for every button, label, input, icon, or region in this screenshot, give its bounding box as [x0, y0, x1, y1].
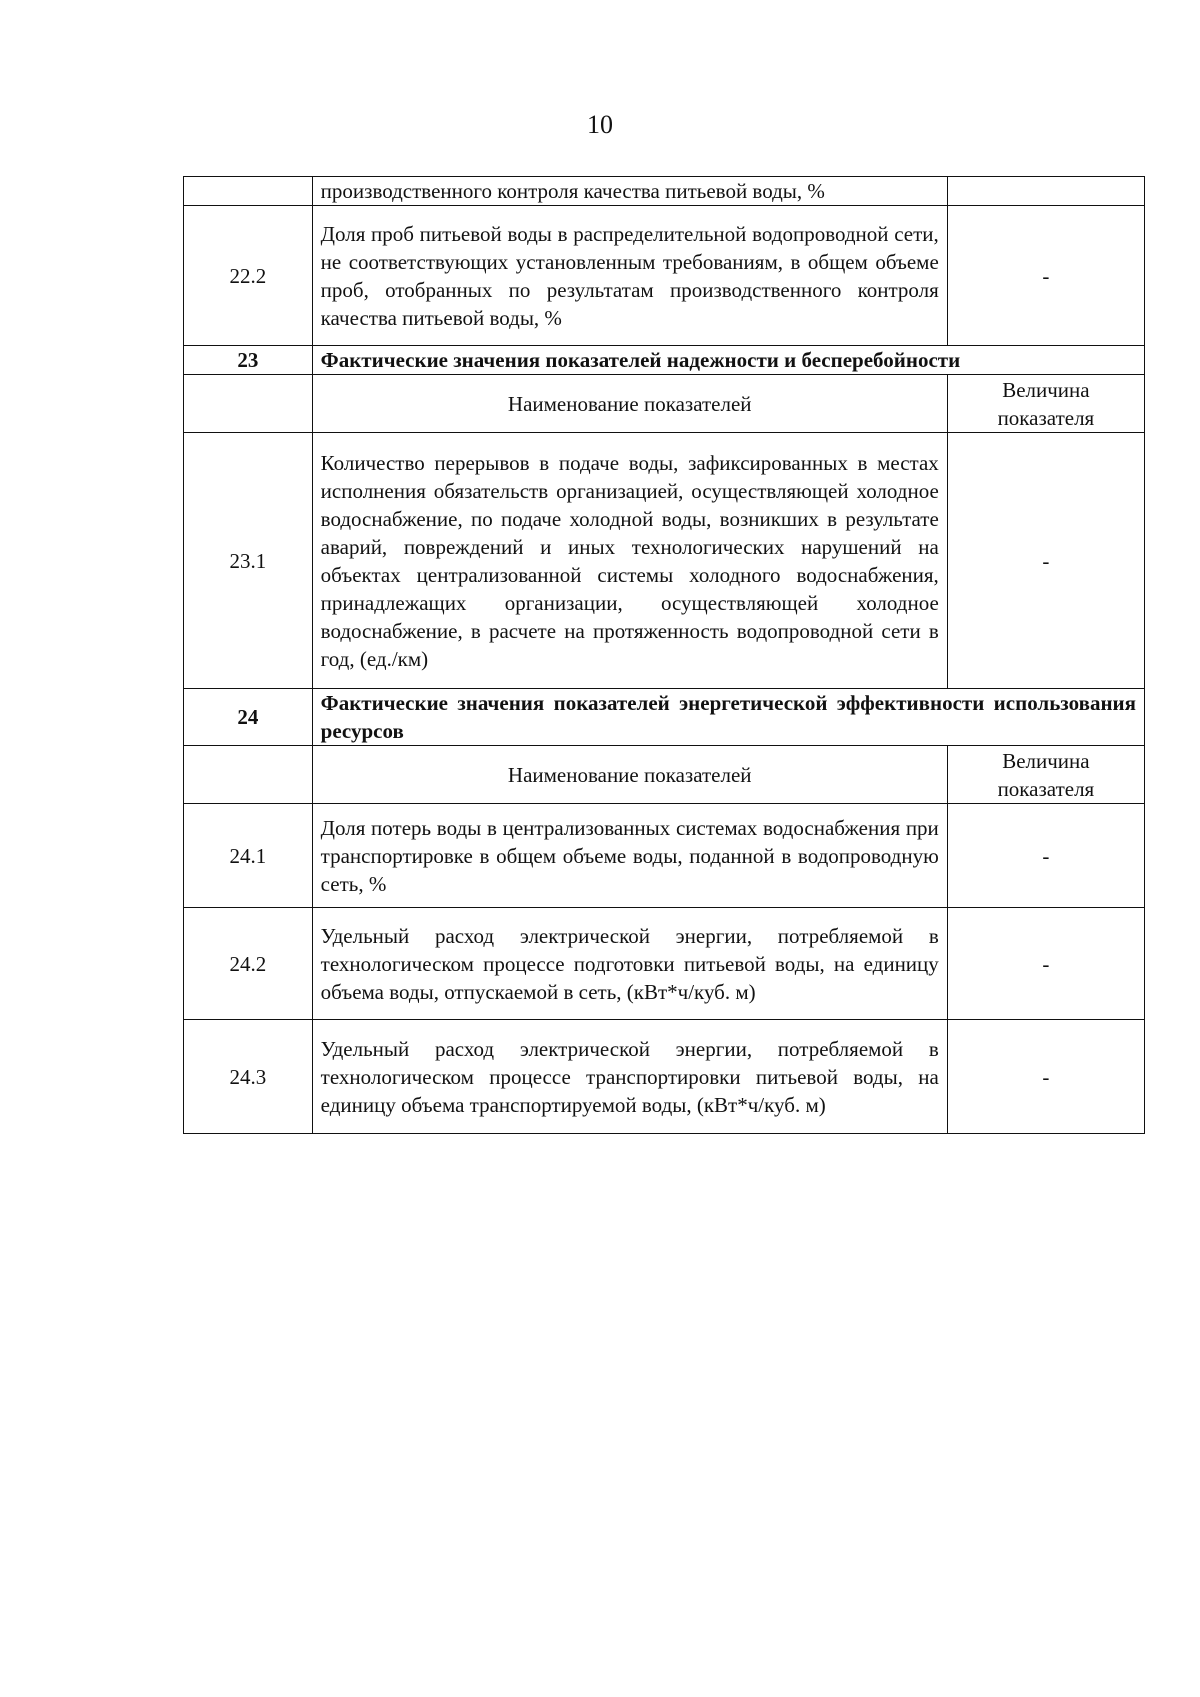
section-title: Фактические значения показателей энергетической эффективности использования ресурсов — [312, 689, 1144, 746]
section-number: 23 — [184, 346, 313, 375]
row-number: 24.1 — [184, 804, 313, 908]
indicator-name: Удельный расход электрической энергии, потребляемой в технологическом процессе подготовки питьевой воды, на единицу объема воды, отпускаемой в сеть, (кВт*ч/куб. м) — [312, 908, 947, 1020]
table-row — [184, 206, 1145, 346]
row-number: 22.2 — [184, 206, 313, 346]
table-row — [184, 177, 1145, 206]
column-header-value: Величина показателя — [947, 375, 1144, 433]
row-number: 24.3 — [184, 1020, 313, 1134]
table-row — [184, 908, 1145, 1020]
empty-cell — [184, 746, 313, 804]
empty-cell — [184, 375, 313, 433]
section-number: 24 — [184, 689, 313, 746]
row-number — [184, 177, 313, 206]
column-header-name: Наименование показателей — [312, 746, 947, 804]
indicator-value: - — [947, 1020, 1144, 1134]
column-header-row — [184, 375, 1145, 433]
table-row — [184, 804, 1145, 908]
column-header-name: Наименование показателей — [312, 375, 947, 433]
indicator-value — [947, 177, 1144, 206]
section-header-row — [184, 346, 1145, 375]
indicator-name: производственного контроля качества питьевой воды, % — [312, 177, 947, 206]
page-number: 10 — [587, 110, 613, 139]
column-header-row — [184, 746, 1145, 804]
section-header-row — [184, 689, 1145, 746]
indicator-name: Количество перерывов в подаче воды, зафиксированных в местах исполнения обязательств организацией, осуществляющей холодное водоснабжение, по подаче холодной воды, возникших в результате аварий, повреждений и иных технологических нарушений на объектах централизованной системы холодного водоснабжения, принадлежащих организации, осуществляющей холодное водоснабжение, в расчете на протяженность водопроводной сети в год, (ед./км) — [312, 433, 947, 689]
indicator-value: - — [947, 908, 1144, 1020]
column-header-value: Величина показателя — [947, 746, 1144, 804]
table-row — [184, 1020, 1145, 1134]
indicator-name: Доля потерь воды в централизованных системах водоснабжения при транспортировке в общем объеме воды, поданной в водопроводную сеть, % — [312, 804, 947, 908]
indicator-name: Удельный расход электрической энергии, потребляемой в технологическом процессе транспортировки питьевой воды, на единицу объема транспортируемой воды, (кВт*ч/куб. м) — [312, 1020, 947, 1134]
row-number: 23.1 — [184, 433, 313, 689]
indicator-value: - — [947, 433, 1144, 689]
indicator-value: - — [947, 206, 1144, 346]
section-title: Фактические значения показателей надежности и бесперебойности — [312, 346, 1144, 375]
indicator-value: - — [947, 804, 1144, 908]
indicators-table — [183, 176, 1145, 1134]
table-row — [184, 433, 1145, 689]
row-number: 24.2 — [184, 908, 313, 1020]
indicator-name: Доля проб питьевой воды в распределительной водопроводной сети, не соответствующих установленным требованиям, в общем объеме проб, отобранных по результатам производственного контроля качества питьевой воды, % — [312, 206, 947, 346]
